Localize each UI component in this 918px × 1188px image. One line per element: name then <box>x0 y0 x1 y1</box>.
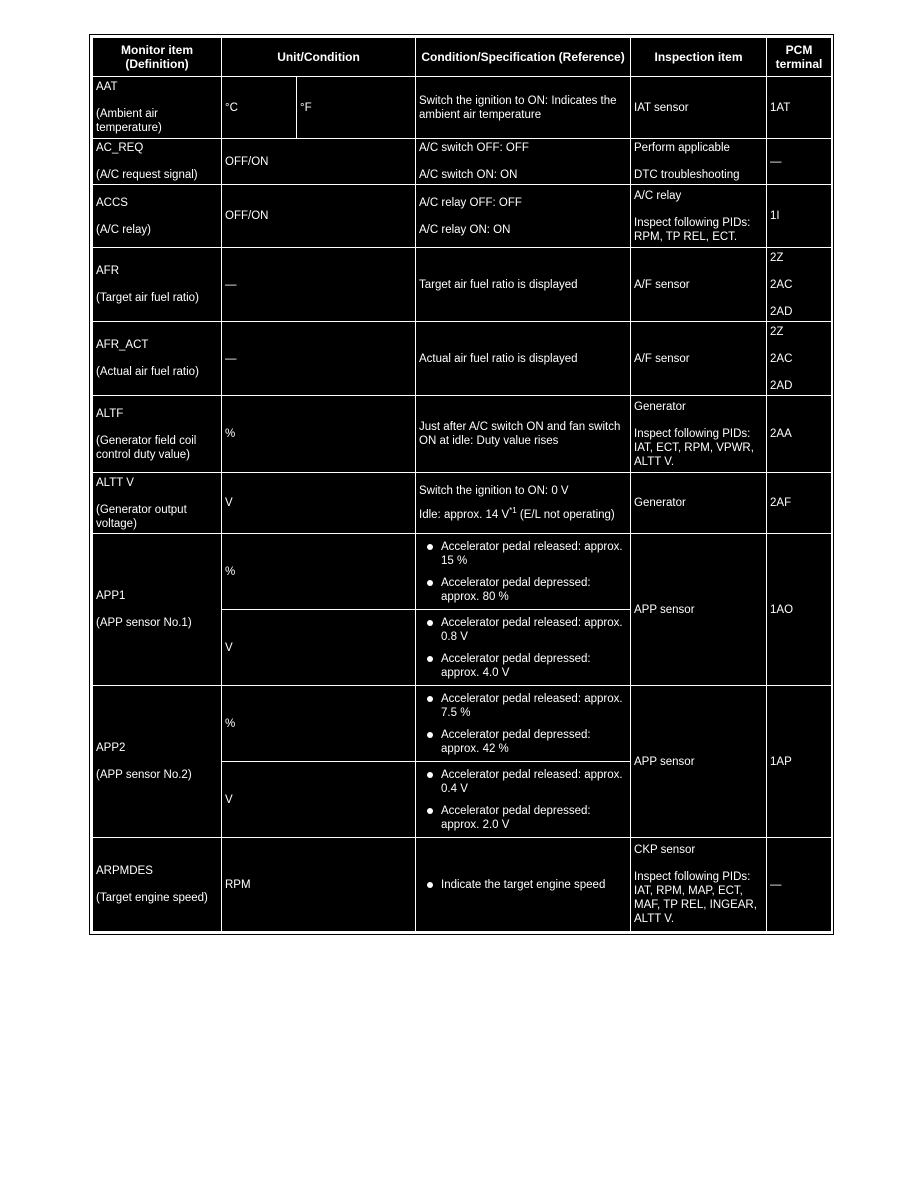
condition-specification <box>416 610 631 686</box>
inspection-item <box>631 139 767 185</box>
monitor-item-name: ARPMDES <box>96 865 153 877</box>
monitor-item-name: ALTT V <box>96 476 134 489</box>
unit-condition: % <box>222 686 416 762</box>
spec-bullet-list <box>419 878 627 892</box>
spec-bullet: Accelerator pedal released: approx. 0.8 V <box>441 616 627 644</box>
inspection-line: Inspect following PIDs: IAT, RPM, MAP, ECT, MAF, TP REL, INGEAR, ALTT V. <box>634 871 757 925</box>
unit-condition: RPM <box>222 838 416 932</box>
pcm-terminal <box>767 322 832 396</box>
monitor-item-table <box>92 37 832 932</box>
condition-specification <box>416 762 631 838</box>
table-row-altf <box>93 396 832 473</box>
monitor-item-name: AC_REQ <box>96 142 144 154</box>
condition-specification <box>416 686 631 762</box>
header-unit-condition: Unit/Condition <box>222 38 416 77</box>
table-header-row <box>93 38 832 77</box>
spec-bullet-list <box>419 540 627 604</box>
spec-text: Idle: approx. 14 V <box>419 508 510 521</box>
monitor-item-table-frame <box>90 35 833 934</box>
pcm-terminal: 1I <box>767 185 832 248</box>
unit-condition: % <box>222 396 416 473</box>
unit-condition: V <box>222 610 416 686</box>
table-row-app1-percent <box>93 534 832 610</box>
pcm-terminal: 1AT <box>767 77 832 139</box>
monitor-item-cell <box>93 139 222 185</box>
monitor-item-definition: (APP sensor No.1) <box>96 617 192 629</box>
spec-bullet: Accelerator pedal depressed: approx. 80 % <box>441 576 627 604</box>
condition-specification: Switch the ignition to ON: Indicates the ambient air temperature <box>416 77 631 139</box>
monitor-item-definition: (A/C request signal) <box>96 169 198 181</box>
spec-bullet: Accelerator pedal released: approx. 0.4 V <box>441 768 627 796</box>
inspection-item <box>631 396 767 473</box>
inspection-item <box>631 185 767 248</box>
spec-bullet: Accelerator pedal depressed: approx. 4.0 V <box>441 652 627 680</box>
monitor-item-definition: (Actual air fuel ratio) <box>96 366 199 378</box>
spec-line <box>419 504 627 522</box>
condition-specification <box>416 473 631 534</box>
table-row-accs <box>93 185 832 248</box>
inspection-item: A/F sensor <box>631 322 767 396</box>
inspection-item: A/F sensor <box>631 248 767 322</box>
spec-bullet: Indicate the target engine speed <box>441 878 627 892</box>
monitor-item-name: AAT <box>96 81 118 93</box>
spec-bullet-list <box>419 768 627 832</box>
monitor-item-cell <box>93 396 222 473</box>
header-monitor-item: Monitor item (Definition) <box>93 38 222 77</box>
monitor-item-cell <box>93 248 222 322</box>
monitor-item-cell <box>93 473 222 534</box>
condition-specification <box>416 838 631 932</box>
unit-celsius: °C <box>222 77 297 139</box>
condition-specification: Just after A/C switch ON and fan switch ON at idle: Duty value rises <box>416 396 631 473</box>
spec-bullet: Accelerator pedal depressed: approx. 42 % <box>441 728 627 756</box>
monitor-item-definition: (Target air fuel ratio) <box>96 292 199 304</box>
inspection-line: A/C relay <box>634 189 682 202</box>
table-row-afr <box>93 248 832 322</box>
monitor-item-cell <box>93 686 222 838</box>
monitor-item-name: AFR_ACT <box>96 339 149 351</box>
condition-specification <box>416 534 631 610</box>
pcm-terminal-value: 2AD <box>770 379 793 392</box>
unit-condition: OFF/ON <box>222 139 416 185</box>
pcm-terminal-value: 2AC <box>770 278 793 291</box>
condition-specification <box>416 139 631 185</box>
pcm-terminal-value: 2AC <box>770 352 793 365</box>
inspection-item: Generator <box>631 473 767 534</box>
table-row-altt-v <box>93 473 832 534</box>
pcm-terminal-value: 2Z <box>770 325 784 338</box>
spec-bullet-list <box>419 616 627 680</box>
unit-condition: % <box>222 534 416 610</box>
spec-text: (E/L not operating) <box>516 508 615 521</box>
monitor-item-name: AFR <box>96 265 119 277</box>
unit-condition: V <box>222 473 416 534</box>
pcm-terminal: 1AP <box>767 686 832 838</box>
condition-specification <box>416 185 631 248</box>
pcm-terminal <box>767 248 832 322</box>
monitor-item-definition: (Ambient air temperature) <box>96 108 162 134</box>
inspection-item: IAT sensor <box>631 77 767 139</box>
monitor-item-cell <box>93 77 222 139</box>
header-inspection-item: Inspection item <box>631 38 767 77</box>
inspection-line: Generator <box>634 400 686 413</box>
monitor-item-name: APP2 <box>96 742 126 754</box>
inspection-line: DTC troubleshooting <box>634 169 740 181</box>
header-pcm-terminal: PCM terminal <box>767 38 832 77</box>
spec-line: A/C relay OFF: OFF <box>419 196 522 209</box>
monitor-item-definition: (Generator output voltage) <box>96 503 187 530</box>
unit-fahrenheit: °F <box>297 77 416 139</box>
inspection-item: APP sensor <box>631 534 767 686</box>
monitor-item-cell <box>93 185 222 248</box>
unit-condition: — <box>222 322 416 396</box>
pcm-terminal: — <box>767 838 832 932</box>
unit-condition: — <box>222 248 416 322</box>
table-row-afr-act <box>93 322 832 396</box>
monitor-item-definition: (Generator field coil control duty value) <box>96 434 197 461</box>
inspection-line: Inspect following PIDs: IAT, ECT, RPM, VPWR, ALTT V. <box>634 427 754 468</box>
spec-bullet-list <box>419 692 627 756</box>
monitor-item-cell <box>93 322 222 396</box>
unit-condition: V <box>222 762 416 838</box>
monitor-item-definition: (APP sensor No.2) <box>96 769 192 781</box>
footnote-mark: *1 <box>509 506 517 516</box>
inspection-line: Perform applicable <box>634 142 730 154</box>
table-row-ac-req <box>93 139 832 185</box>
spec-line: A/C switch OFF: OFF <box>419 142 529 154</box>
pcm-terminal: 1AO <box>767 534 832 686</box>
inspection-item: APP sensor <box>631 686 767 838</box>
inspection-line: Inspect following PIDs: RPM, TP REL, ECT. <box>634 216 751 243</box>
inspection-item <box>631 838 767 932</box>
inspection-line: CKP sensor <box>634 844 696 856</box>
header-condition-specification: Condition/Specification (Reference) <box>416 38 631 77</box>
spec-bullet: Accelerator pedal released: approx. 15 % <box>441 540 627 568</box>
table-row-arpmdes <box>93 838 832 932</box>
spec-bullet: Accelerator pedal depressed: approx. 2.0 V <box>441 804 627 832</box>
condition-specification: Target air fuel ratio is displayed <box>416 248 631 322</box>
table-row-aat <box>93 77 832 139</box>
monitor-item-name: ACCS <box>96 196 128 209</box>
monitor-item-cell <box>93 838 222 932</box>
spec-bullet: Accelerator pedal released: approx. 7.5 % <box>441 692 627 720</box>
unit-condition: OFF/ON <box>222 185 416 248</box>
pcm-terminal: 2AF <box>767 473 832 534</box>
monitor-item-name: ALTF <box>96 407 124 420</box>
pcm-terminal-value: 2AD <box>770 305 793 318</box>
monitor-item-cell <box>93 534 222 686</box>
monitor-item-definition: (Target engine speed) <box>96 892 208 904</box>
pcm-terminal: 2AA <box>767 396 832 473</box>
pcm-terminal-value: 2Z <box>770 251 784 264</box>
monitor-item-name: APP1 <box>96 590 126 602</box>
spec-line: A/C switch ON: ON <box>419 169 518 181</box>
spec-line: A/C relay ON: ON <box>419 223 511 236</box>
spec-line: Switch the ignition to ON: 0 V <box>419 485 569 498</box>
monitor-item-definition: (A/C relay) <box>96 223 151 236</box>
pcm-terminal: — <box>767 139 832 185</box>
table-row-app2-percent <box>93 686 832 762</box>
condition-specification: Actual air fuel ratio is displayed <box>416 322 631 396</box>
